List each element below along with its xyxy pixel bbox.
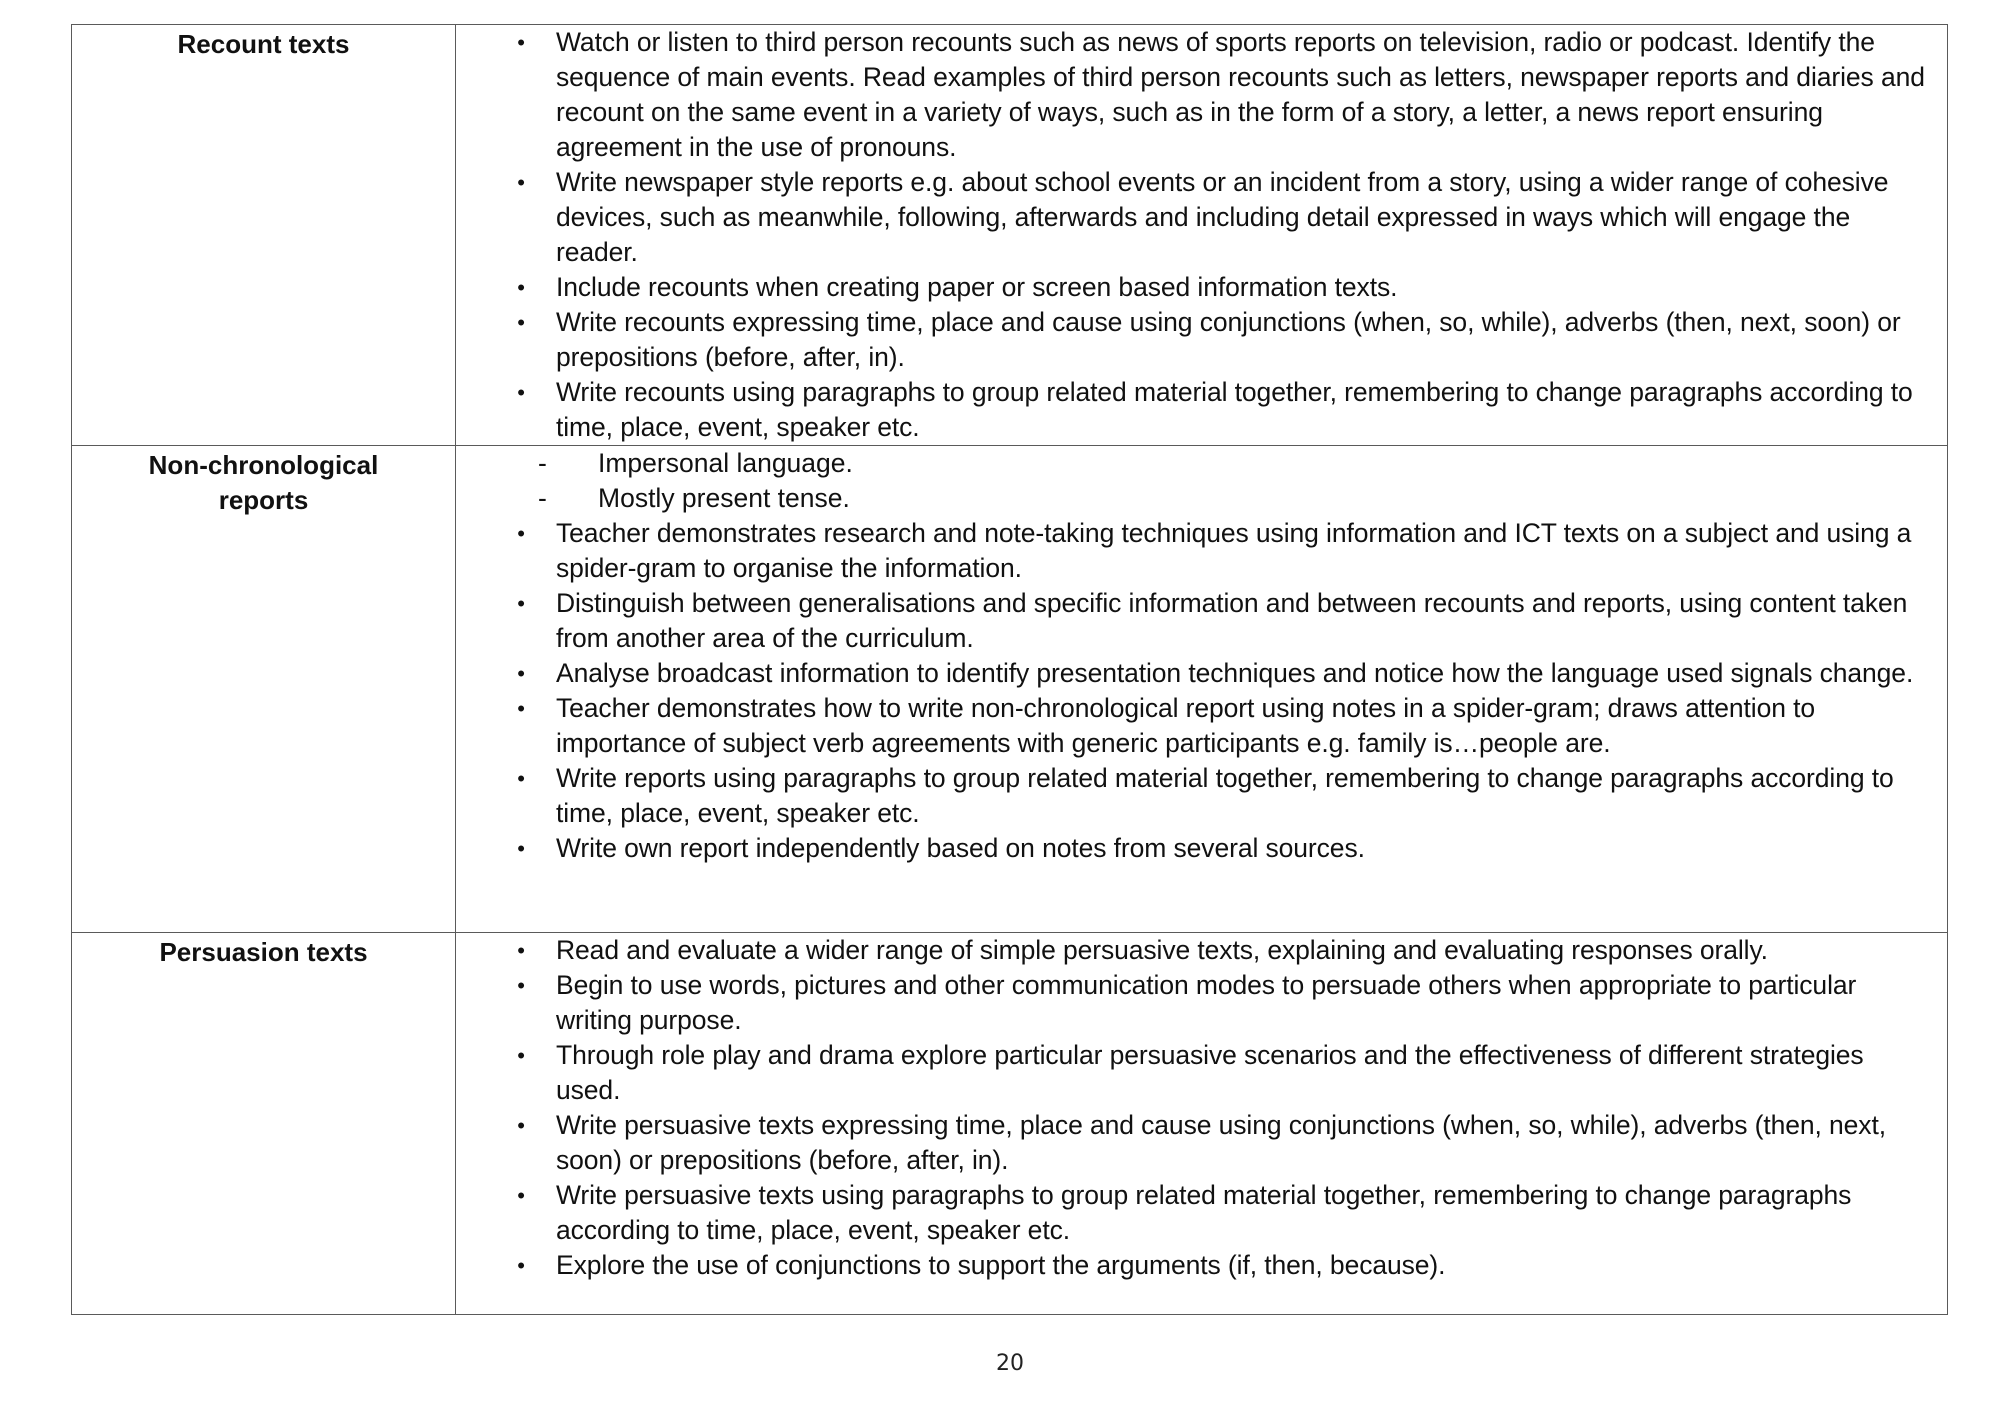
bullet-icon: • xyxy=(517,30,525,55)
bullet-icon: • xyxy=(517,170,525,195)
page-number: 20 xyxy=(996,1351,1024,1376)
list-item-text: Teacher demonstrates how to write non-chronological report using notes in a spider-gram; draws attention to importance of subject verb agreements with generic participants e.g. family is…people are. xyxy=(556,693,1816,758)
list-item-text: Write newspaper style reports e.g. about school events or an incident from a story, using a wider range of cohesive devices, such as meanwhile, following, afterwards and including detail expressed in ways which will engage the reader. xyxy=(556,167,1889,267)
row-label: Non-chronological reports xyxy=(148,450,379,515)
bullet-icon: • xyxy=(517,1113,525,1138)
list-item-text: Write persuasive texts using paragraphs to group related material together, remembering to change paragraphs according to time, place, event, speaker etc. xyxy=(556,1180,1852,1245)
list-item xyxy=(456,270,1933,305)
bullet-icon: • xyxy=(517,1183,525,1208)
bullet-icon: • xyxy=(517,591,525,616)
list-item xyxy=(456,375,1933,445)
bullet-list xyxy=(456,25,1947,445)
table-row-persuasion-texts xyxy=(72,933,1948,1315)
list-item xyxy=(456,1248,1933,1283)
dash-list xyxy=(456,446,1947,516)
row-label-cell xyxy=(72,25,456,446)
bullet-icon: • xyxy=(517,275,525,300)
list-item xyxy=(456,516,1933,586)
dash-icon: - xyxy=(538,448,547,478)
bullet-icon: • xyxy=(517,310,525,335)
row-label: Persuasion texts xyxy=(159,937,368,967)
bullet-icon: • xyxy=(517,1253,525,1278)
list-item xyxy=(456,1038,1933,1108)
list-item-text: Analyse broadcast information to identify presentation techniques and notice how the language used signals change. xyxy=(556,658,1914,688)
bullet-icon: • xyxy=(517,380,525,405)
dash-list-item-text: Impersonal language. xyxy=(598,448,853,478)
bullet-icon: • xyxy=(517,766,525,791)
list-item xyxy=(456,761,1933,831)
bullet-icon: • xyxy=(517,836,525,861)
curriculum-table xyxy=(71,24,1948,1315)
list-item xyxy=(456,305,1933,375)
bullet-icon: • xyxy=(517,521,525,546)
dash-list-item xyxy=(456,481,1947,516)
list-item-text: Write recounts expressing time, place and cause using conjunctions (when, so, while), adverbs (then, next, soon) or prepositions (before, after, in). xyxy=(556,307,1901,372)
list-item xyxy=(456,691,1933,761)
list-item xyxy=(456,165,1933,270)
row-label-cell xyxy=(72,446,456,933)
list-item-text: Include recounts when creating paper or screen based information texts. xyxy=(556,272,1398,302)
list-item xyxy=(456,656,1933,691)
table-row-recount-texts xyxy=(72,25,1948,446)
list-item-text: Write reports using paragraphs to group related material together, remembering to change paragraphs according to time, place, event, speaker etc. xyxy=(556,763,1894,828)
list-item-text: Distinguish between generalisations and specific information and between recounts and reports, using content taken from another area of the curriculum. xyxy=(556,588,1908,653)
bullet-list xyxy=(456,516,1947,866)
list-item-text: Write own report independently based on notes from several sources. xyxy=(556,833,1365,863)
row-label: Recount texts xyxy=(177,29,350,59)
bullet-icon: • xyxy=(517,696,525,721)
list-item xyxy=(456,968,1933,1038)
list-item-text: Write persuasive texts expressing time, place and cause using conjunctions (when, so, while), adverbs (then, next, soon) or prepositions (before, after, in). xyxy=(556,1110,1886,1175)
list-item-text: Read and evaluate a wider range of simple persuasive texts, explaining and evaluating responses orally. xyxy=(556,935,1768,965)
list-item xyxy=(456,586,1933,656)
bullet-list xyxy=(456,933,1947,1283)
bullet-icon: • xyxy=(517,938,525,963)
dash-list-item xyxy=(456,446,1947,481)
list-item xyxy=(456,1108,1933,1178)
dash-icon: - xyxy=(538,483,547,513)
table-row-non-chronological-reports xyxy=(72,446,1948,933)
list-item-text: Through role play and drama explore particular persuasive scenarios and the effectiveness of different strategies used. xyxy=(556,1040,1864,1105)
bullet-icon: • xyxy=(517,973,525,998)
list-item-text: Watch or listen to third person recounts such as news of sports reports on television, radio or podcast. Identify the sequence of main events. Read examples of third person recounts such as letters, newspaper reports and diaries and recount on the same event in a variety of ways, such as in the form of a story, a letter, a news report ensuring agreement in the use of pronouns. xyxy=(556,27,1925,162)
bullet-icon: • xyxy=(517,661,525,686)
row-label-cell xyxy=(72,933,456,1315)
list-item-text: Write recounts using paragraphs to group related material together, remembering to change paragraphs according to time, place, event, speaker etc. xyxy=(556,377,1913,442)
dash-list-item-text: Mostly present tense. xyxy=(598,483,850,513)
list-item xyxy=(456,1178,1933,1248)
list-item xyxy=(456,933,1933,968)
row-content-cell xyxy=(456,25,1948,446)
list-item-text: Begin to use words, pictures and other communication modes to persuade others when appropriate to particular writing purpose. xyxy=(556,970,1857,1035)
row-content-cell xyxy=(456,933,1948,1315)
row-content-cell xyxy=(456,446,1948,933)
list-item-text: Explore the use of conjunctions to support the arguments (if, then, because). xyxy=(556,1250,1446,1280)
bullet-icon: • xyxy=(517,1043,525,1068)
list-item xyxy=(456,831,1933,866)
list-item xyxy=(456,25,1933,165)
list-item-text: Teacher demonstrates research and note-taking techniques using information and ICT texts on a subject and using a spider-gram to organise the information. xyxy=(556,518,1912,583)
